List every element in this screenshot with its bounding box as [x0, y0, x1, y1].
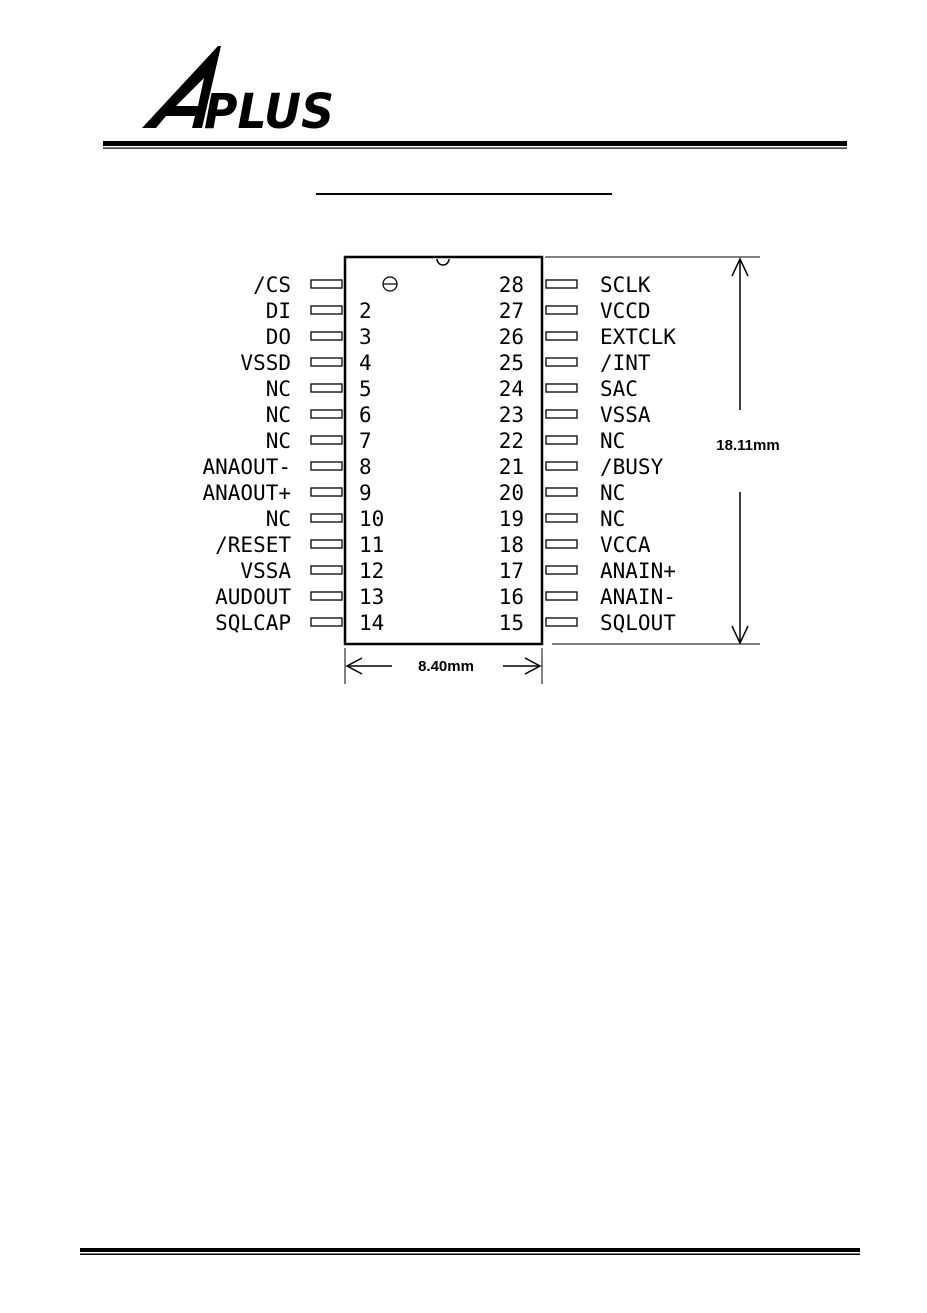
pin-name: /RESET [215, 533, 291, 557]
dimension-width-label: 8.40mm [418, 658, 474, 675]
dimension-height-label: 18.11mm [716, 437, 780, 454]
pin-lead [311, 488, 342, 496]
pin-number: 17 [498, 559, 524, 583]
pin-number: 16 [498, 585, 524, 609]
pin-number: 7 [359, 429, 372, 453]
pin-row-right [499, 403, 651, 427]
pin-number: 15 [498, 611, 524, 635]
pin-lead [546, 280, 577, 288]
pin-lead [311, 280, 342, 288]
pin-row-right [499, 351, 651, 375]
pin-name: VCCD [600, 299, 651, 323]
pin-row-left [215, 533, 384, 557]
pin-row-left [202, 481, 371, 505]
pin-number: 12 [359, 559, 385, 583]
pin-number: 6 [359, 403, 372, 427]
logo-text: PLUS [204, 84, 334, 134]
pin-lead [546, 462, 577, 470]
pin-name: ANAOUT- [202, 455, 291, 479]
pin-name: ANAOUT+ [202, 481, 291, 505]
pin-row-right [499, 533, 651, 557]
pin-lead [311, 462, 342, 470]
pin-lead [311, 410, 342, 418]
pin-row-left [240, 351, 371, 375]
pin-name: /INT [600, 351, 651, 375]
pin-row-left [266, 377, 372, 401]
pin-row-left [266, 507, 385, 531]
pin-lead [311, 384, 342, 392]
pin-number: 5 [359, 377, 372, 401]
pin-row-right [499, 507, 626, 531]
pin-name: VSSD [240, 351, 291, 375]
pin-number: 14 [359, 611, 385, 635]
pin-row-left [215, 611, 384, 635]
footer-rule [80, 1248, 860, 1256]
pin-row-right [499, 611, 677, 635]
pin-lead [311, 332, 342, 340]
dimension-width [345, 648, 542, 684]
pin-name: EXTCLK [600, 325, 676, 349]
pin-name: VSSA [600, 403, 651, 427]
pin-number: 4 [359, 351, 372, 375]
pin-name: NC [265, 429, 291, 453]
pin-diagram [0, 240, 927, 700]
pin-lead [546, 566, 577, 574]
pin-row-right [499, 481, 626, 505]
pin-number: 26 [498, 325, 524, 349]
pin-name: NC [600, 429, 626, 453]
pin-number: 25 [498, 351, 524, 375]
pin-row-right [499, 299, 651, 323]
pin-name: ANAIN- [600, 585, 676, 609]
pin-number: 18 [498, 533, 524, 557]
pin-lead [546, 436, 577, 444]
pin-row-left [266, 429, 372, 453]
pin-name: NC [265, 403, 291, 427]
pin-name: NC [600, 507, 626, 531]
pin-lead [311, 358, 342, 366]
pin-lead [311, 306, 342, 314]
pin-row-left [240, 559, 384, 583]
pins-right [499, 273, 677, 635]
pin-name: VCCA [600, 533, 651, 557]
ic-notch [437, 259, 449, 265]
pin-lead [311, 566, 342, 574]
pin-name: SQLCAP [215, 611, 291, 635]
pin-row-left [253, 273, 342, 297]
pin-name: DI [265, 299, 291, 323]
pin-lead [546, 384, 577, 392]
pin-lead [311, 514, 342, 522]
pin-row-left [202, 455, 371, 479]
pin-number: 22 [498, 429, 524, 453]
pin-number: 10 [359, 507, 385, 531]
pin-number: 11 [359, 533, 385, 557]
pin-row-left [266, 325, 372, 349]
pin-lead [546, 358, 577, 366]
pin-name: /BUSY [600, 455, 664, 479]
pin-number: 21 [498, 455, 524, 479]
pin-name: NC [600, 481, 626, 505]
pin-lead [311, 592, 342, 600]
pin-lead [546, 410, 577, 418]
pin-lead [546, 540, 577, 548]
pin-row-right [499, 429, 626, 453]
pin-number: 20 [498, 481, 524, 505]
pin-name: /CS [253, 273, 291, 297]
pin-number: 23 [498, 403, 524, 427]
pin-name: SQLOUT [600, 611, 676, 635]
pin-row-right [499, 325, 677, 349]
pin-lead [311, 436, 342, 444]
pin-number: 9 [359, 481, 372, 505]
pin-row-right [499, 455, 664, 479]
pin-row-right [499, 273, 651, 297]
pin-name: VSSA [240, 559, 291, 583]
pin-number: 8 [359, 455, 372, 479]
pin-name: NC [265, 507, 291, 531]
pin-row-right [499, 377, 638, 401]
pin-number: 24 [498, 377, 524, 401]
pins-left [202, 273, 384, 635]
pin-name: SAC [600, 377, 638, 401]
pin-number: 2 [359, 299, 372, 323]
pin-row-left [215, 585, 384, 609]
pin-lead [546, 488, 577, 496]
header-rule [103, 141, 847, 149]
pin-number: 27 [498, 299, 524, 323]
pin-name: ANAIN+ [600, 559, 676, 583]
pin-row-right [499, 559, 676, 583]
pin-row-right [499, 585, 676, 609]
pin-name: NC [265, 377, 291, 401]
pin-name: SCLK [600, 273, 651, 297]
pin-lead [546, 592, 577, 600]
pin-lead [546, 306, 577, 314]
pin-lead [546, 514, 577, 522]
pin-row-left [266, 299, 372, 323]
pin-row-left [266, 403, 372, 427]
pin-name: DO [265, 325, 291, 349]
pin-number: 19 [498, 507, 524, 531]
pin-name: AUDOUT [215, 585, 291, 609]
pin-lead [546, 618, 577, 626]
pin-lead [311, 540, 342, 548]
pin-lead [311, 618, 342, 626]
title-underline [316, 193, 612, 195]
pin-number: 13 [359, 585, 385, 609]
aplus-logo [138, 44, 338, 134]
pin-lead [546, 332, 577, 340]
pin-number: 3 [359, 325, 372, 349]
pin-number: 28 [498, 273, 524, 297]
pin1-marker-icon [383, 277, 397, 291]
